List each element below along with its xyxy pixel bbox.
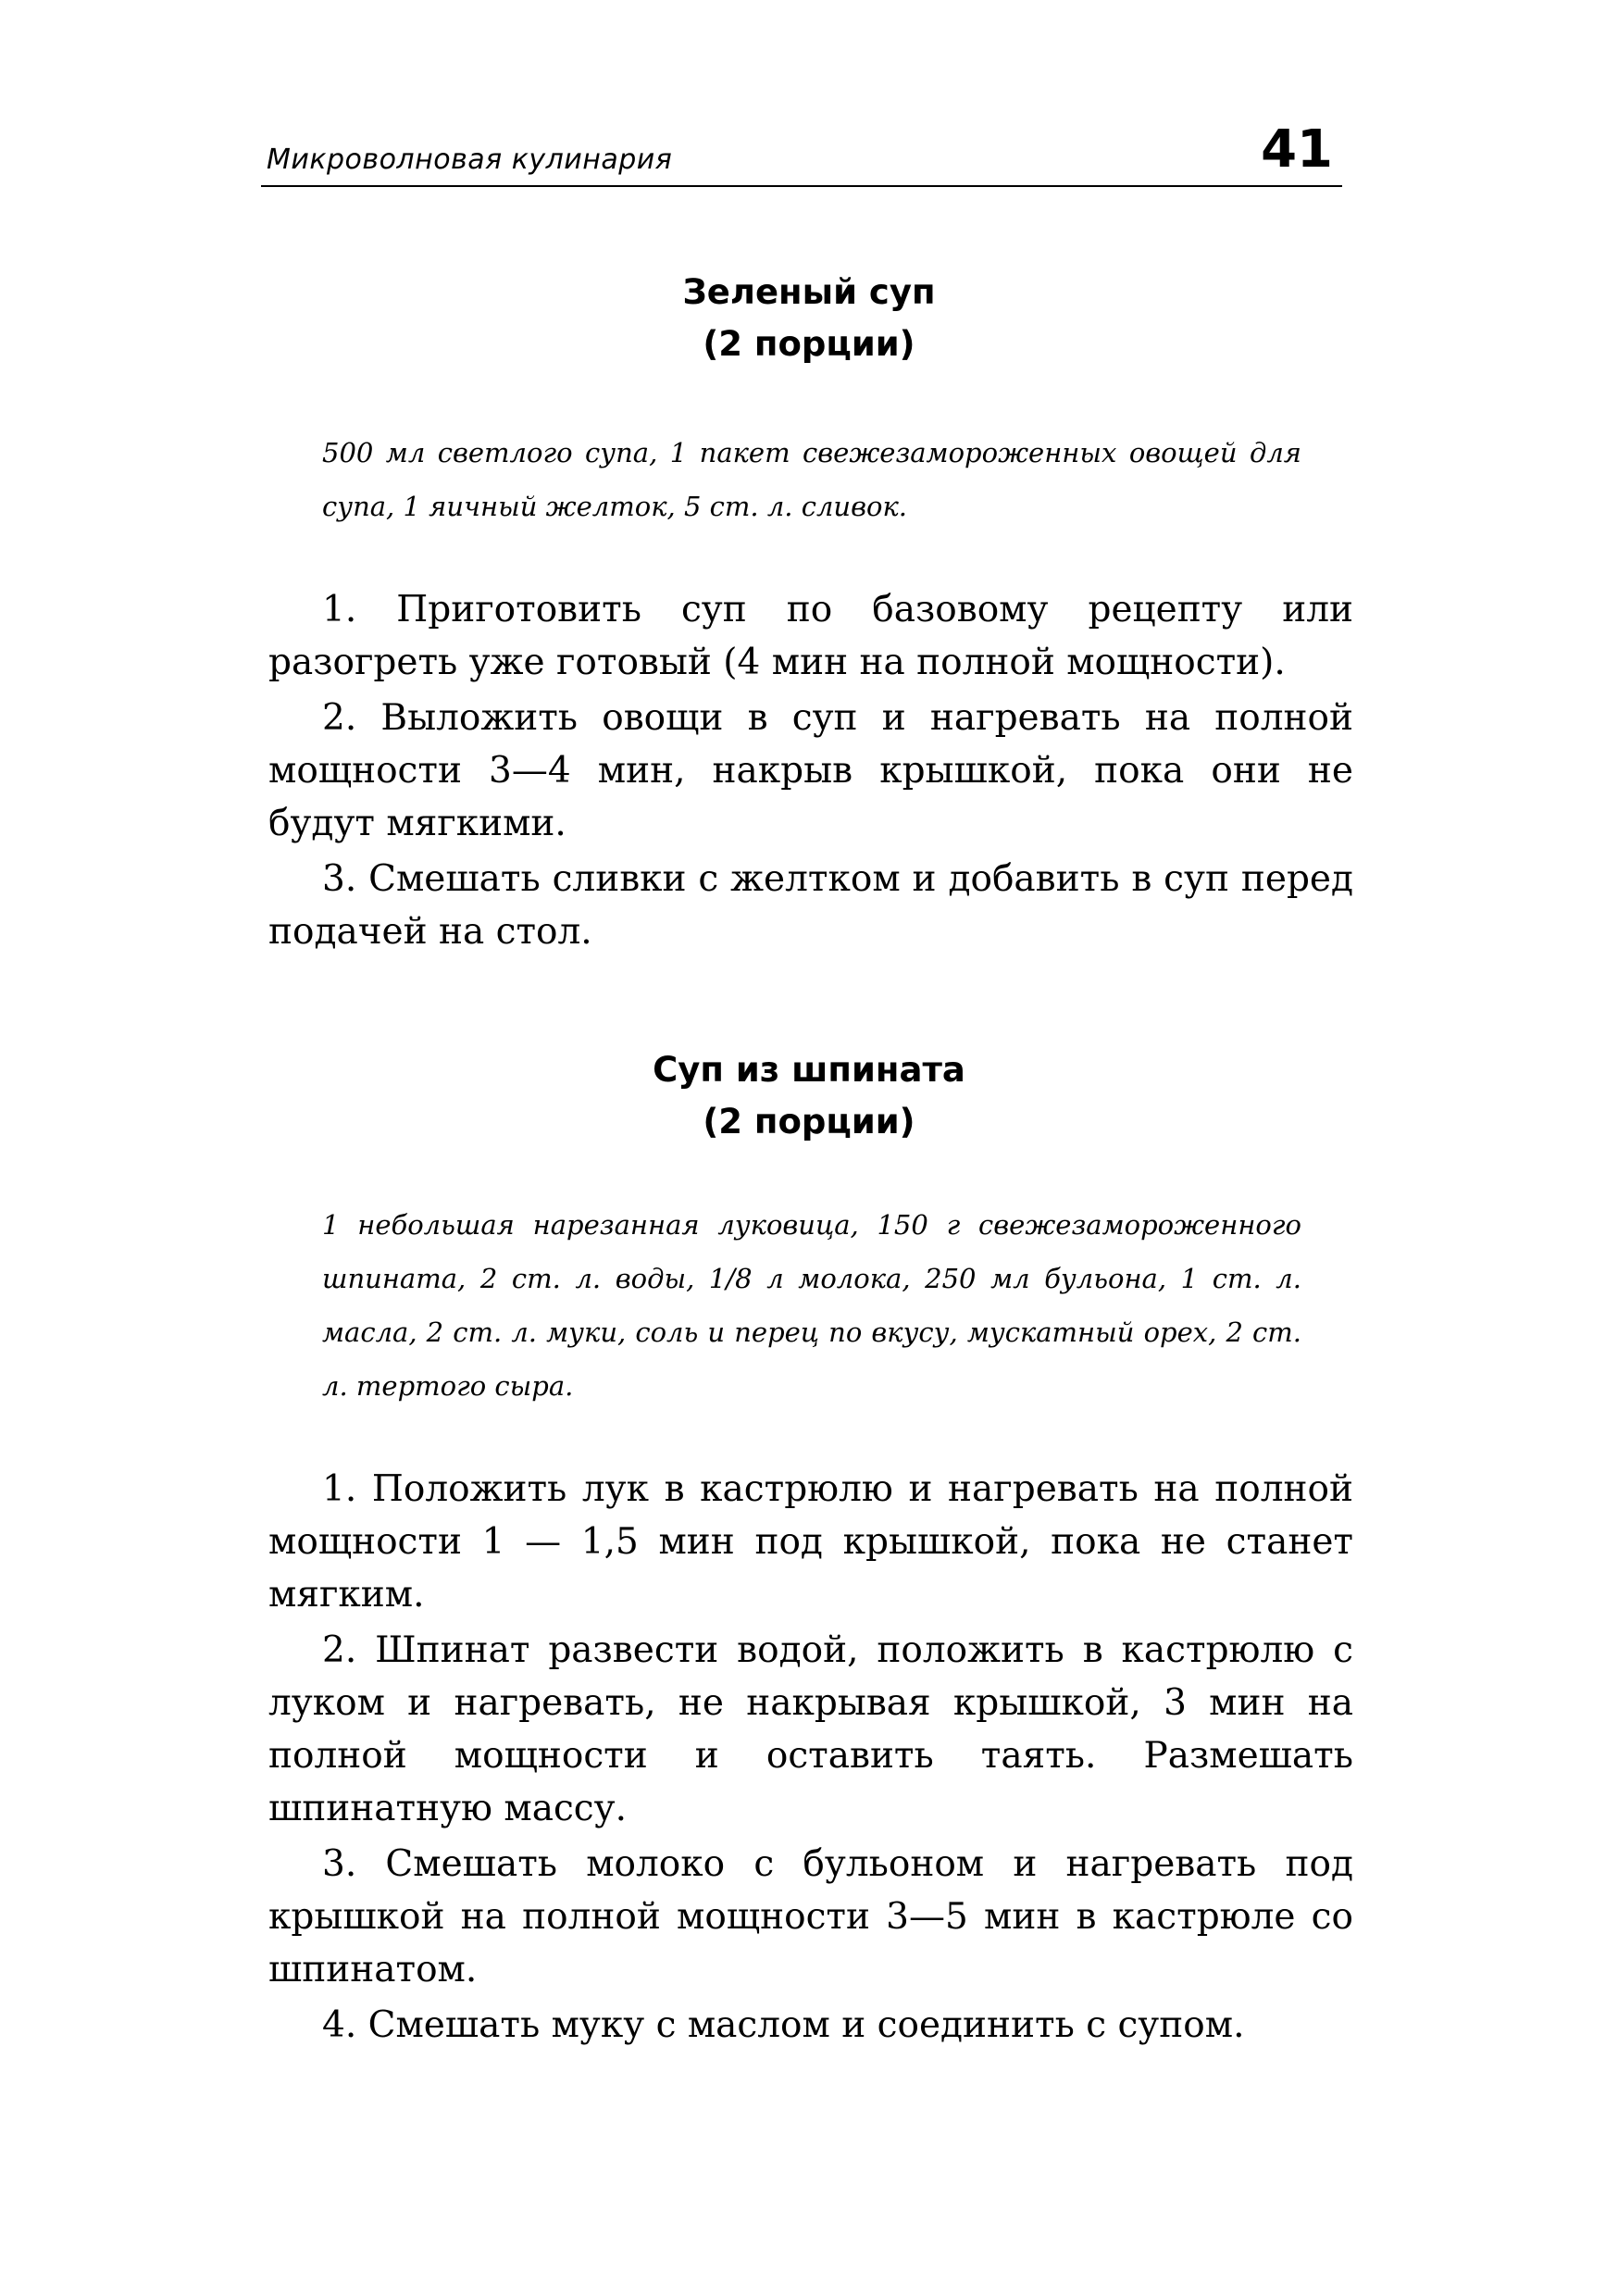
recipe-2-steps — [268, 1463, 1353, 2054]
recipe-2-servings: (2 порции) — [703, 1102, 915, 1142]
recipe-2-heading — [0, 1044, 1618, 1148]
recipe-2-step-2: 2. Шпинат развести водой, положить в кастрюлю с луком и нагревать, не накрывая крышкой, 3 мин на полной мощности и оставить таять. Размешать шпинатную массу. — [268, 1629, 1353, 1829]
recipe-1-title: Зеленый суп — [682, 272, 936, 312]
recipe-1-step-2: 2. Выложить овощи в суп и нагревать на полной мощности 3—4 мин, накрыв крышкой, пока они не будут мягкими. — [268, 697, 1353, 844]
recipe-2-ingredients: 1 небольшая нарезанная луковица, 150 г свежезамороженного шпината, 2 ст. л. воды, 1/8 л молока, 250 мл бульона, 1 ст. л. масла, 2 ст. л. муки, соль и перец по вкусу, мускатный орех, 2 ст. л. тертого сыра. — [322, 1209, 1301, 1402]
recipe-1-servings: (2 порции) — [703, 324, 915, 364]
recipe-2-step-4: 4. Смешать муку с маслом и соединить с супом. — [322, 2004, 1245, 2046]
running-header — [261, 120, 1342, 185]
recipe-1-step-3: 3. Смешать сливки с желтком и добавить в суп перед подачей на стол. — [268, 858, 1353, 953]
recipe-1-heading — [0, 267, 1618, 370]
header-rule — [261, 185, 1342, 187]
recipe-2-step-3: 3. Смешать молоко с бульоном и нагревать под крышкой на полной мощности 3—5 мин в кастрюле со шпинатом. — [268, 1843, 1353, 1990]
running-title: Микроволновая кулинария — [267, 144, 673, 176]
recipe-2-title: Суп из шпината — [653, 1050, 965, 1090]
recipe-1-steps — [268, 583, 1353, 961]
page-number: 41 — [1261, 119, 1333, 180]
recipe-2-step-1: 1. Положить лук в кастрюлю и нагревать на полной мощности 1 — 1,5 мин под крышкой, пока не станет мягким. — [268, 1468, 1353, 1616]
recipe-1-step-1: 1. Приготовить суп по базовому рецепту или разогреть уже готовый (4 мин на полной мощности). — [268, 589, 1353, 683]
recipe-1-ingredients: 500 мл светлого супа, 1 пакет свежезамороженных овощей для супа, 1 яичный желток, 5 ст. л. сливок. — [322, 437, 1301, 522]
